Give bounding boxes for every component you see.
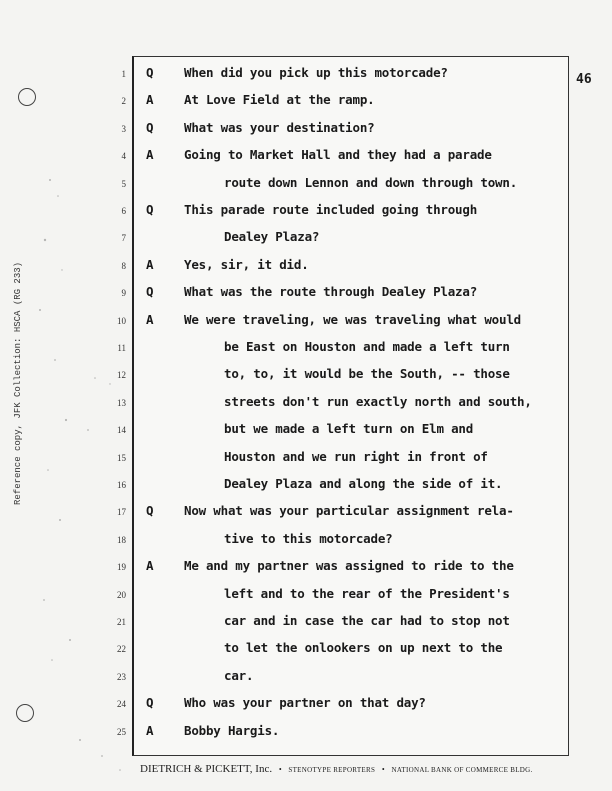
speaker-label: A [146, 311, 154, 327]
transcript-line [117, 339, 568, 359]
line-text: left and to the rear of the President's [224, 585, 510, 601]
line-number: 14 [117, 425, 126, 436]
line-number: 13 [117, 397, 126, 408]
reporter-firm: DIETRICH & PICKETT, Inc. [140, 763, 273, 775]
transcript-line [121, 202, 568, 222]
line-number: 9 [121, 288, 126, 299]
speaker-label: A [146, 722, 154, 738]
transcript-line [121, 256, 568, 277]
line-text: What was your destination? [184, 119, 375, 135]
line-number: 1 [121, 69, 126, 79]
transcript-line [117, 585, 568, 606]
line-number: 20 [117, 589, 126, 600]
line-number: 24 [117, 699, 126, 710]
line-number: 8 [121, 260, 126, 271]
speaker-label: A [146, 558, 154, 574]
line-number: 25 [117, 726, 126, 737]
line-text: At Love Field at the ramp. [184, 92, 375, 108]
line-text: Houston and we run right in front of [224, 448, 488, 464]
line-number: 17 [117, 507, 126, 518]
line-text: route down Lennon and down through town. [224, 174, 518, 190]
line-text: car and in case the car had to stop not [224, 613, 510, 628]
speaker-label: A [146, 92, 154, 108]
page-number: 46 [576, 72, 592, 87]
line-text: be East on Houston and made a left turn [224, 339, 510, 354]
transcript-line [121, 284, 568, 304]
transcript-line [117, 613, 568, 633]
line-number: 22 [117, 644, 126, 655]
transcript-line [121, 119, 568, 140]
line-text: car. [224, 667, 254, 683]
line-text: Dealey Plaza and along the side of it. [224, 476, 503, 491]
transcript-line [117, 448, 568, 469]
reporter-role: STENOTYPE REPORTERS [288, 766, 376, 774]
line-text: Now what was your particular assignment rela- [184, 503, 514, 519]
line-number: 16 [117, 480, 126, 490]
line-text: This parade route included going through [184, 202, 478, 217]
speaker-label: A [146, 256, 154, 272]
transcript-line [117, 503, 568, 523]
speaker-label: Q [146, 503, 154, 519]
line-number: 19 [117, 562, 126, 573]
reporter-address: NATIONAL BANK OF COMMERCE BLDG. [391, 766, 533, 774]
footer-separator: • [381, 765, 385, 774]
line-number: 4 [121, 151, 126, 162]
archive-side-stamp: Reference copy, JFK Collection: HSCA (RG 233) [13, 261, 23, 505]
line-number: 21 [117, 617, 126, 627]
transcript-line [117, 393, 568, 414]
line-text: to let the onlookers on up next to the [224, 640, 503, 656]
line-text: Bobby Hargis. [184, 722, 280, 738]
transcript-line [121, 229, 568, 249]
transcript-line [117, 530, 568, 551]
line-number: 6 [121, 206, 126, 216]
line-text: Dealey Plaza? [224, 229, 320, 245]
transcript-line [117, 695, 568, 715]
transcript-line [117, 667, 568, 688]
transcript-line [121, 174, 568, 195]
transcript-line [121, 147, 568, 167]
transcript-page [117, 56, 569, 756]
line-number: 7 [121, 233, 126, 244]
line-number: 10 [117, 315, 126, 326]
transcript-line [117, 311, 568, 332]
line-text: Going to Market Hall and they had a parade [184, 147, 492, 163]
speaker-label: Q [146, 65, 154, 80]
speaker-label: A [146, 147, 154, 163]
transcript-line [117, 722, 568, 743]
line-text: We were traveling, we was traveling what would [184, 311, 521, 327]
transcript-line [121, 92, 568, 112]
speaker-label: Q [146, 284, 154, 300]
line-number: 2 [121, 96, 126, 107]
line-text: What was the route through Dealey Plaza? [184, 284, 478, 300]
transcript-line [117, 640, 568, 660]
line-number: 11 [117, 343, 126, 353]
line-text: but we made a left turn on Elm and [224, 421, 474, 437]
speaker-label: Q [146, 119, 154, 135]
line-text: Me and my partner was assigned to ride to the [184, 558, 514, 574]
line-number: 12 [117, 370, 126, 381]
speaker-label: Q [146, 202, 154, 217]
line-text: Who was your partner on that day? [184, 695, 426, 711]
line-number: 23 [117, 671, 126, 682]
line-number: 5 [121, 178, 126, 189]
reporter-footer [140, 763, 580, 775]
line-number: 18 [117, 534, 126, 545]
transcript-line [117, 558, 568, 578]
footer-separator: • [278, 765, 282, 774]
transcript-line [117, 421, 568, 441]
line-text: to, to, it would be the South, -- those [224, 366, 510, 382]
line-number: 15 [117, 452, 126, 463]
line-text: When did you pick up this motorcade? [184, 65, 448, 80]
line-text: Yes, sir, it did. [184, 256, 309, 272]
transcript-line [117, 366, 568, 386]
transcript-line [121, 65, 568, 85]
line-number: 3 [121, 123, 126, 134]
speaker-label: Q [146, 695, 154, 711]
transcript-line [117, 476, 568, 496]
line-text: tive to this motorcade? [224, 530, 393, 546]
line-text: streets don't run exactly north and south, [224, 393, 532, 409]
